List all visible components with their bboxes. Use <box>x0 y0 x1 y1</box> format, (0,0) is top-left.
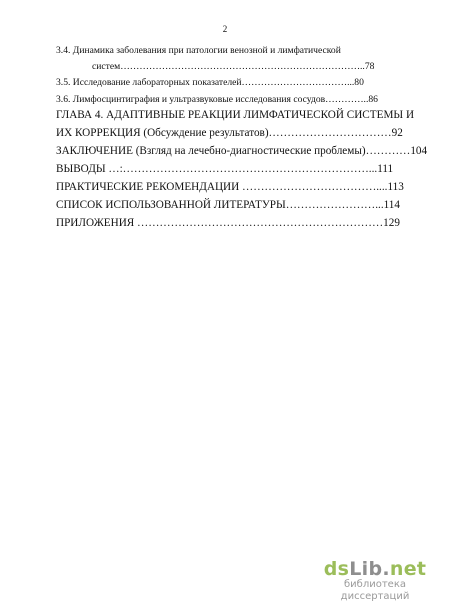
toc-entry-leader: ……………………………….... <box>242 181 388 193</box>
toc-entry-leader: …:…………………………………………………………... <box>108 163 378 175</box>
logo-net: net <box>389 558 427 580</box>
toc-entry <box>56 94 412 105</box>
toc-entry-leader: ………….. <box>325 94 369 105</box>
toc-entry-title: ИХ КОРРЕКЦИЯ (Обсуждение результатов) <box>56 127 269 139</box>
dslib-logo[interactable] <box>314 559 436 603</box>
toc-entry-page: 114 <box>383 199 400 211</box>
toc-entry-leader: …………………………… <box>268 127 392 139</box>
toc-entry-page: 104 <box>410 145 428 157</box>
toc-entry <box>56 145 428 157</box>
toc-entry-page: 113 <box>387 181 404 193</box>
toc-entry <box>56 163 412 175</box>
toc-entry-title: СПИСОК ИСПОЛЬЗОВАННОЙ ЛИТЕРАТУРЫ <box>56 199 286 211</box>
toc-entry-page: 86 <box>368 94 378 105</box>
toc-entry-title: систем <box>92 61 121 72</box>
page-number: 2 <box>222 24 228 34</box>
toc-entry <box>56 61 448 72</box>
toc-entry-leader: ………… <box>365 145 411 157</box>
toc-entry-title: ПРАКТИЧЕСКИЕ РЕКОМЕНДАЦИИ <box>56 181 242 193</box>
toc-entry-title: 3.5. Исследование лабораторных показателей <box>56 77 242 88</box>
toc-entry-page: 92 <box>391 127 403 139</box>
toc-entry-leader: ………………………………………………………… <box>137 217 384 229</box>
toc-entry-title: ВЫВОДЫ <box>56 163 109 175</box>
toc-entry <box>56 77 412 88</box>
toc-entry-page: 80 <box>354 77 364 88</box>
toc-entry-page: 78 <box>364 61 375 72</box>
toc-entry-page: 111 <box>377 163 394 175</box>
toc-entry <box>56 181 412 193</box>
toc-entry-title: ГЛАВА 4. АДАПТИВНЫЕ РЕАКЦИИ ЛИМФАТИЧЕСКОЙ СИСТЕМЫ И <box>56 109 415 121</box>
toc-entry-title: 3.6. Лимфосцинтиграфия и ультразвуковые исследования сосудов <box>56 94 326 105</box>
toc-entry-leader: ………………………………………………………………….. <box>120 61 365 72</box>
toc-entry <box>56 127 412 139</box>
toc-entry-title: ПРИЛОЖЕНИЯ <box>56 217 138 229</box>
logo-ds: ds <box>323 558 350 580</box>
toc-entry <box>56 199 412 211</box>
logo-subtitle: библиотека диссертаций <box>340 579 410 602</box>
logo-dot: . <box>382 558 390 580</box>
toc-entry <box>56 45 412 56</box>
toc-entry-title: 3.4. Динамика заболевания при патологии венозной и лимфатической <box>56 45 341 56</box>
toc-entry <box>56 109 415 121</box>
logo-lib: Lib <box>349 558 383 580</box>
toc-entry <box>56 217 412 229</box>
toc-entry-leader: ……………………... <box>285 199 384 211</box>
toc-entry-title: ЗАКЛЮЧЕНИЕ (Взгляд на лечебно-диагностические проблемы) <box>56 145 366 157</box>
toc-entry-page: 129 <box>383 217 400 229</box>
logo-wordmark <box>314 559 436 579</box>
toc-entry-leader: ……………………………... <box>241 77 355 88</box>
